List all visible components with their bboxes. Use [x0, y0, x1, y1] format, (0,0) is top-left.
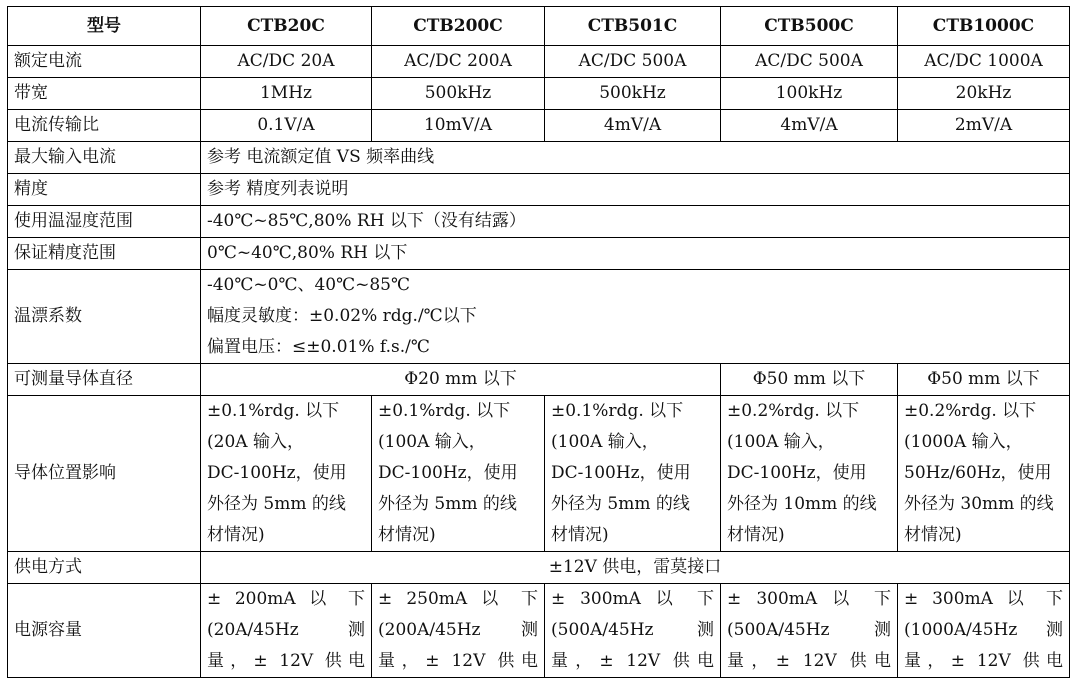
text-line: ± 300mA 以 下	[904, 589, 1063, 609]
text-line: 材情况)	[551, 525, 609, 545]
model-header-ctb1000c: CTB1000C	[898, 7, 1070, 46]
text-line: ± 250mA 以 下	[378, 589, 538, 609]
table-cell: 4mV/A	[545, 110, 721, 142]
text-line: 外径为 5mm 的线	[207, 494, 346, 514]
text-line: (1000A/45Hz 测	[904, 620, 1063, 640]
text-line: (20A 输入，	[207, 432, 304, 452]
text-line: DC-100Hz，使用	[207, 463, 347, 483]
table-cell	[372, 396, 545, 552]
row-label: 使用温湿度范围	[8, 206, 201, 238]
table-cell: AC/DC 1000A	[898, 46, 1070, 78]
text-line: ± 200mA 以 下	[207, 589, 365, 609]
power-capacity-row	[8, 584, 1070, 678]
row-label: 导体位置影响	[8, 396, 201, 552]
row-label: 温漂系数	[8, 270, 201, 364]
table-cell	[721, 584, 898, 678]
bandwidth-row	[8, 78, 1070, 110]
text-line: 幅度灵敏度：±0.02% rdg./℃以下	[207, 306, 477, 326]
row-label: 电流传输比	[8, 110, 201, 142]
row-label: 可测量导体直径	[8, 364, 201, 396]
row-label: 精度	[8, 174, 201, 206]
model-header-ctb501c: CTB501C	[545, 7, 721, 46]
text-line: 外径为 10mm 的线	[727, 494, 877, 514]
text-line: DC-100Hz，使用	[551, 463, 691, 483]
table-cell: 参考 电流额定值 VS 频率曲线	[201, 142, 1070, 174]
model-header-ctb20c: CTB20C	[201, 7, 372, 46]
table-cell: AC/DC 20A	[201, 46, 372, 78]
text-line: -40℃~0℃、40℃~85℃	[207, 275, 411, 295]
table-cell: 2mV/A	[898, 110, 1070, 142]
text-line: (200A/45Hz 测	[378, 620, 538, 640]
table-cell	[721, 396, 898, 552]
text-line: ±0.2%rdg. 以下	[904, 401, 1037, 421]
table-cell: 1MHz	[201, 78, 372, 110]
text-line: (100A 输入，	[378, 432, 486, 452]
text-line: 量，± 12V 供电	[378, 651, 538, 671]
text-line: ±0.1%rdg. 以下	[378, 401, 511, 421]
table-cell	[545, 396, 721, 552]
row-label: 电源容量	[8, 584, 201, 678]
table-cell	[545, 584, 721, 678]
rated-current-row	[8, 46, 1070, 78]
table-cell: 500kHz	[545, 78, 721, 110]
table-cell: 0℃~40℃,80% RH 以下	[201, 238, 1070, 270]
row-label: 最大输入电流	[8, 142, 201, 174]
operating-range-row	[8, 206, 1070, 238]
guarantee-range-row	[8, 238, 1070, 270]
text-line: (100A 输入，	[727, 432, 835, 452]
table-cell: Φ20 mm 以下	[201, 364, 721, 396]
table-cell	[201, 584, 372, 678]
text-line: 偏置电压：≤±0.01% f.s./℃	[207, 337, 430, 357]
table-cell: AC/DC 500A	[721, 46, 898, 78]
text-line: (500A/45Hz 测	[727, 620, 891, 640]
text-line: (1000A 输入，	[904, 432, 1023, 452]
text-line: ±0.2%rdg. 以下	[727, 401, 860, 421]
header-row	[8, 7, 1070, 46]
table-cell	[201, 270, 1070, 364]
temp-drift-row	[8, 270, 1070, 364]
table-cell	[201, 396, 372, 552]
text-line: 50Hz/60Hz，使用	[904, 463, 1052, 483]
text-line: ±0.1%rdg. 以下	[207, 401, 340, 421]
table-cell: Φ50 mm 以下	[721, 364, 898, 396]
text-line: 量，± 12V 供电	[551, 651, 714, 671]
text-line: 量，± 12V 供电	[904, 651, 1063, 671]
table-cell	[898, 584, 1070, 678]
table-cell: 0.1V/A	[201, 110, 372, 142]
table-cell	[898, 396, 1070, 552]
text-line: 材情况)	[207, 525, 265, 545]
text-line: 外径为 5mm 的线	[378, 494, 517, 514]
text-line: DC-100Hz，使用	[727, 463, 867, 483]
text-line: 材情况)	[727, 525, 785, 545]
row-label: 供电方式	[8, 552, 201, 584]
table-cell: AC/DC 500A	[545, 46, 721, 78]
text-line: DC-100Hz，使用	[378, 463, 518, 483]
model-header-ctb200c: CTB200C	[372, 7, 545, 46]
transfer-ratio-row	[8, 110, 1070, 142]
conductor-diameter-row	[8, 364, 1070, 396]
table-cell: ±12V 供电，雷莫接口	[201, 552, 1070, 584]
power-supply-row	[8, 552, 1070, 584]
text-line: ± 300mA 以 下	[551, 589, 714, 609]
text-line: (20A/45Hz 测	[207, 620, 365, 640]
text-line: (100A 输入，	[551, 432, 659, 452]
table-cell: Φ50 mm 以下	[898, 364, 1070, 396]
table-cell: 参考 精度列表说明	[201, 174, 1070, 206]
text-line: 量，± 12V 供电	[207, 651, 365, 671]
accuracy-row	[8, 174, 1070, 206]
text-line: 量，± 12V 供电	[727, 651, 891, 671]
table-cell: 10mV/A	[372, 110, 545, 142]
row-label: 额定电流	[8, 46, 201, 78]
text-line: 材情况)	[378, 525, 436, 545]
text-line: ± 300mA 以 下	[727, 589, 891, 609]
text-line: (500A/45Hz 测	[551, 620, 714, 640]
table-cell	[372, 584, 545, 678]
position-effect-row	[8, 396, 1070, 552]
model-header-ctb500c: CTB500C	[721, 7, 898, 46]
table-cell: 500kHz	[372, 78, 545, 110]
text-line: ±0.1%rdg. 以下	[551, 401, 684, 421]
spec-table	[7, 6, 1070, 678]
row-label: 带宽	[8, 78, 201, 110]
text-line: 外径为 5mm 的线	[551, 494, 690, 514]
model-header-label: 型号	[8, 7, 201, 46]
text-line: 材情况)	[904, 525, 962, 545]
max-input-row	[8, 142, 1070, 174]
table-cell: -40℃~85℃,80% RH 以下（没有结露）	[201, 206, 1070, 238]
row-label: 保证精度范围	[8, 238, 201, 270]
text-line: 外径为 30mm 的线	[904, 494, 1054, 514]
table-cell: AC/DC 200A	[372, 46, 545, 78]
table-cell: 4mV/A	[721, 110, 898, 142]
table-cell: 100kHz	[721, 78, 898, 110]
table-cell: 20kHz	[898, 78, 1070, 110]
